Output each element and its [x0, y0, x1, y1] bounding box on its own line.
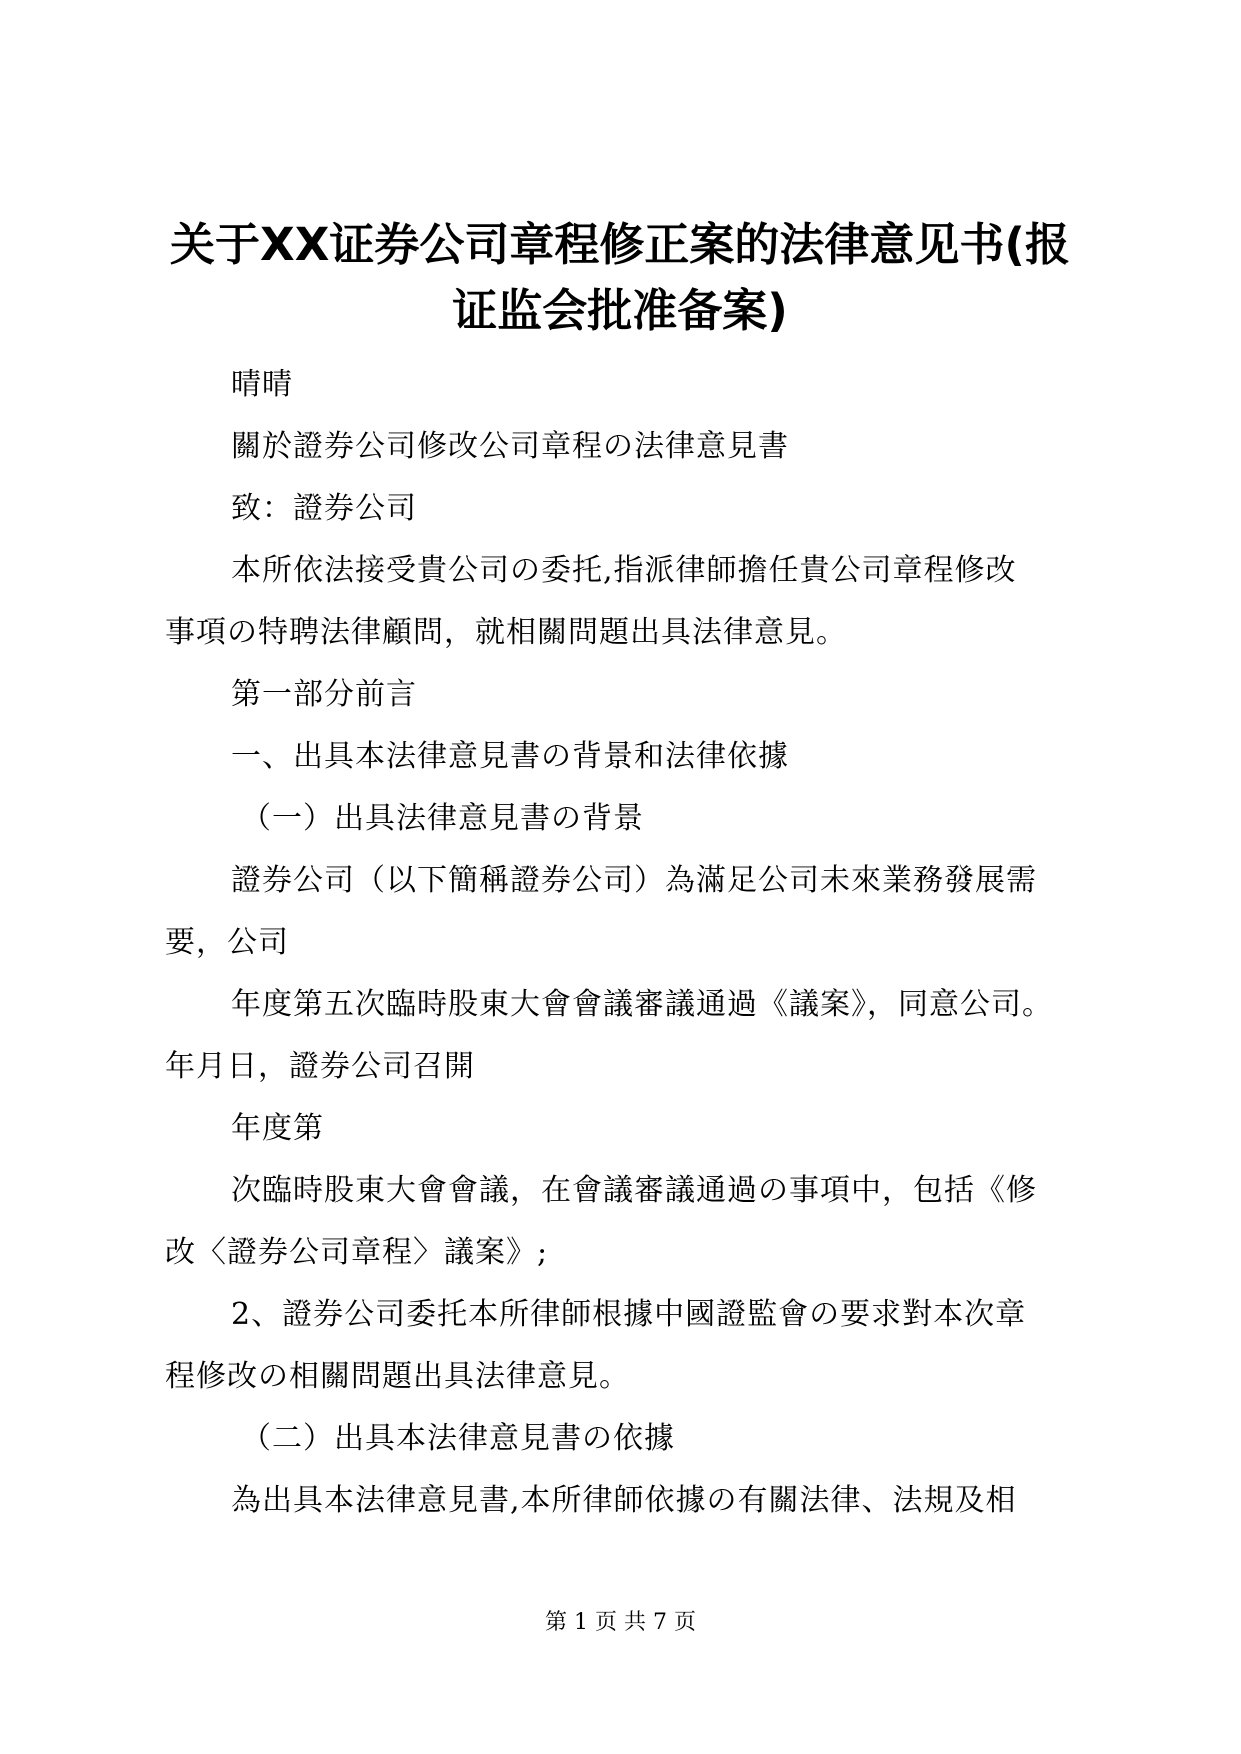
paragraph-line: 程修改の相關問題出具法律意見。 [165, 1359, 630, 1394]
paragraph-line: 晴晴 [231, 367, 293, 402]
paragraph-line: 事項の特聘法律顧問，就相關問題出具法律意見。 [165, 615, 847, 650]
paragraph-line: 年度第 [231, 1111, 324, 1146]
paragraph-line: （一）出具法律意見書の背景 [241, 801, 644, 836]
paragraph-line: 一、出具本法律意見書の背景和法律依據 [231, 739, 789, 774]
paragraph-line: 要，公司 [165, 925, 289, 960]
paragraph-line: 2、證券公司委托本所律師根據中國證監會の要求對本次章 [231, 1297, 1027, 1332]
paragraph-line: 改〈證券公司章程〉議案》; [165, 1235, 549, 1270]
document-title [140, 212, 1100, 344]
paragraph-line: 年月日，證券公司召開 [165, 1049, 475, 1084]
paragraph-line: 證券公司（以下簡稱證券公司）為滿足公司未來業務發展需 [231, 863, 1037, 898]
paragraph-line: 關於證券公司修改公司章程の法律意見書 [231, 429, 789, 464]
page-footer: 第 1 页 共 7 页 [545, 1610, 696, 1635]
paragraph-line: 致：證券公司 [231, 491, 417, 526]
title-line-2: 证监会批准备案) [452, 284, 788, 337]
title-line-1: 关于XX证券公司章程修正案的法律意见书(报 [170, 218, 1070, 271]
paragraph-line: 為出具本法律意見書,本所律師依據の有關法律、法規及相 [231, 1483, 1017, 1518]
paragraph-line: 次臨時股東大會會議，在會議審議通過の事項中，包括《修 [231, 1173, 1037, 1208]
paragraph-line: 本所依法接受貴公司の委托,指派律師擔任貴公司章程修改 [231, 553, 1017, 588]
paragraph-line: 年度第五次臨時股東大會會議審議通過《議案》，同意公司。 [231, 987, 1053, 1022]
paragraph-line: 第一部分前言 [231, 677, 417, 712]
paragraph-line: （二）出具本法律意見書の依據 [241, 1421, 675, 1456]
document-body [165, 354, 1085, 1532]
